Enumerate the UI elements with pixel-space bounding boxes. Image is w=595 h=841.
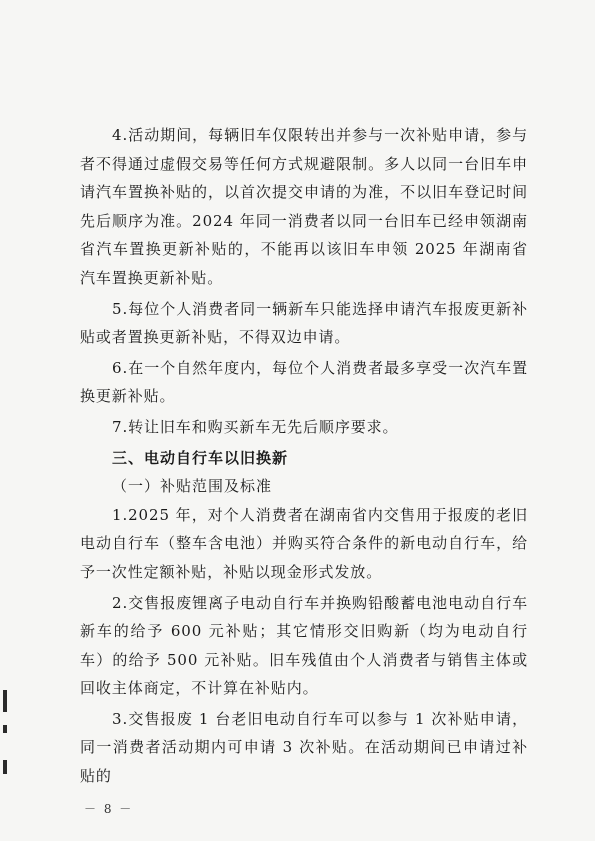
subsection-heading: （一）补贴范围及标准 bbox=[112, 477, 273, 496]
section-heading: 三、电动自行车以旧换新 bbox=[112, 448, 289, 467]
paragraph-ebike-3: 3.交售报废 1 台老旧电动自行车可以参与 1 次补贴申请，同一消费者活动期内可申请 3 次补贴。在活动期间已申请过补贴的 bbox=[80, 709, 528, 786]
body-text bbox=[80, 121, 528, 793]
paragraph-6: 6.在一个自然年度内，每位个人消费者最多享受一次汽车置换更新补贴。 bbox=[80, 358, 528, 406]
scan-edge-mark bbox=[3, 760, 7, 774]
page-number: － 8 － bbox=[84, 802, 134, 816]
paragraph-4: 4.活动期间，每辆旧车仅限转出并参与一次补贴申请，参与者不得通过虚假交易等任何方式规避限制。多人以同一台旧车申请汽车置换补贴的，以首次提交申请的为准，不以旧车登记时间先后顺序为准。2024 年同一消费者以同一台旧车已经申领湖南省汽车置换更新补贴的，不能再以该旧车申领 2025 年湖南省汽车置换更新补贴。 bbox=[80, 126, 528, 287]
paragraph-ebike-2: 2.交售报废锂离子电动自行车并换购铅酸蓄电池电动自行车新车的给予 600 元补贴；其它情形交旧购新（均为电动自行车）的给予 500 元补贴。旧车残值由个人消费者与销售主体或回收主体商定，不计算在补贴内。 bbox=[80, 593, 528, 698]
paragraph-5: 5.每位个人消费者同一辆新车只能选择申请汽车报废更新补贴或者置换更新补贴，不得双边申请。 bbox=[80, 299, 528, 347]
paragraph-7: 7.转让旧车和购买新车无先后顺序要求。 bbox=[112, 417, 399, 436]
scan-edge-mark bbox=[3, 725, 7, 733]
scan-edge-mark bbox=[3, 690, 7, 712]
paragraph-ebike-1: 1.2025 年，对个人消费者在湖南省内交售用于报废的老旧电动自行车（整车含电池）并购买符合条件的新电动自行车，给予一次性定额补贴，补贴以现金形式发放。 bbox=[80, 505, 528, 581]
